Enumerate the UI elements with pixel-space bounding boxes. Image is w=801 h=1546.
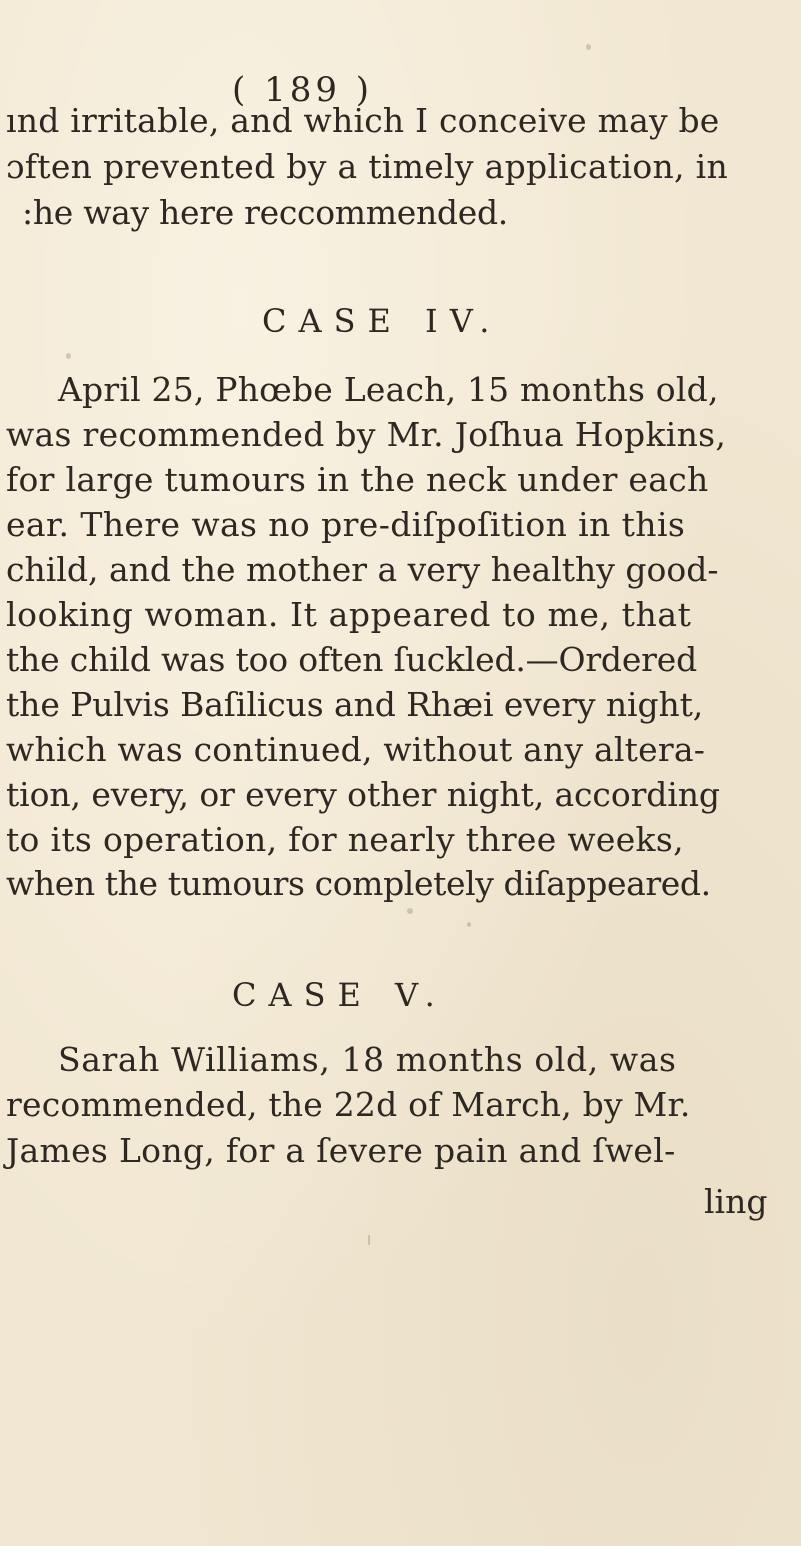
case-iv-line-6: looking woman. It appeared to me, that	[6, 595, 692, 634]
paper-speck	[66, 353, 71, 359]
case-iv-line-2: was recommended by Mr. Joſhua Hopkins,	[6, 415, 727, 454]
case-iv-line-7: the child was too often ſuckled.—Ordered	[6, 640, 697, 679]
catchword: ling	[704, 1182, 768, 1221]
paper-speck	[407, 908, 413, 914]
intro-line-2: ɔften prevented by a timely application, in	[6, 147, 729, 186]
case-v-heading: CASE V.	[232, 976, 447, 1014]
case-v-line-2: recommended, the 22d of March, by Mr.	[6, 1085, 691, 1124]
case-iv-line-10: tion, every, or every other night, according	[6, 775, 720, 814]
page-number: ( 189 )	[232, 70, 374, 110]
case-iv-line-8: the Pulvis Baſilicus and Rhæi every night,	[6, 685, 704, 724]
paper-speck	[467, 922, 471, 927]
case-iv-line-1: April 25, Phœbe Leach, 15 months old,	[58, 370, 719, 409]
case-v-line-1: Sarah Williams, 18 months old, was	[58, 1040, 677, 1079]
case-iv-line-3: for large tumours in the neck under each	[6, 460, 709, 499]
case-v-line-3: James Long, for a ſevere pain and ſwel-	[6, 1131, 676, 1170]
case-iv-line-4: ear. There was no pre-diſpoſition in this	[6, 505, 686, 544]
paper-speck	[586, 44, 591, 50]
intro-line-1: ınd irritable, and which I conceive may be	[6, 101, 720, 140]
paper-speck	[368, 1235, 370, 1245]
case-iv-line-9: which was continued, without any altera-	[6, 730, 706, 769]
case-iv-line-12: when the tumours completely diſappeared.	[6, 864, 711, 903]
case-iv-line-5: child, and the mother a very healthy good-	[6, 550, 719, 589]
case-iv-line-11: to its operation, for nearly three weeks,	[6, 820, 684, 859]
case-iv-heading: CASE IV.	[262, 302, 502, 340]
intro-line-3: :he way here reccommended.	[22, 193, 508, 232]
